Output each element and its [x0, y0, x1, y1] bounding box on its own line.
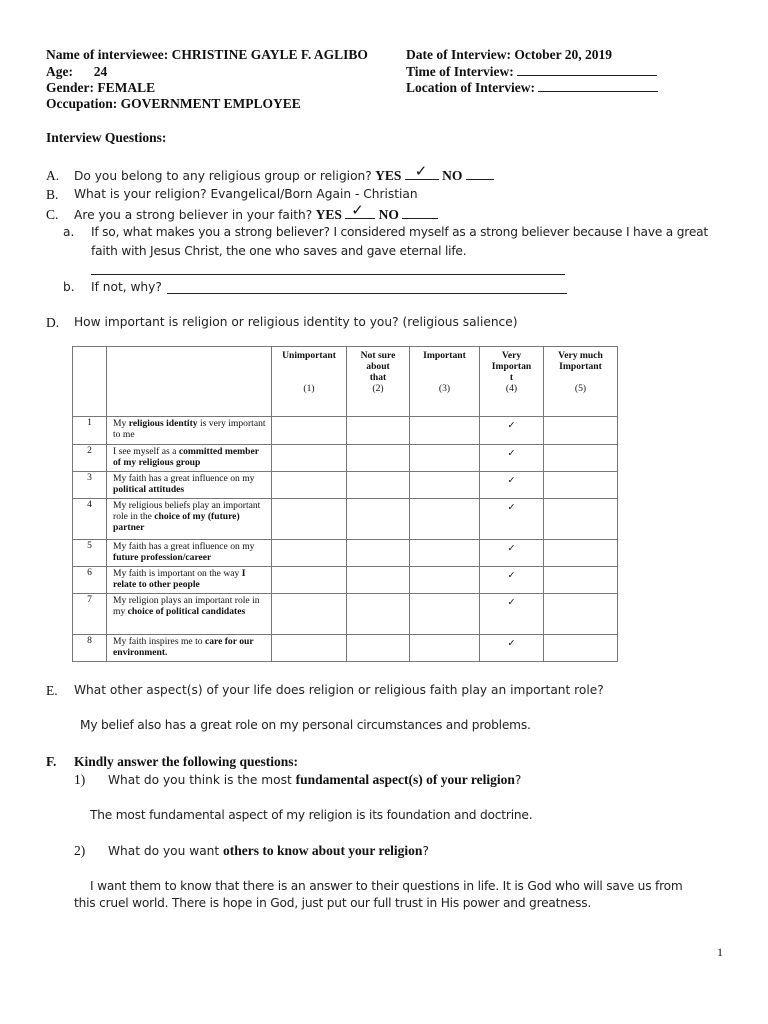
column-label-2: Not sure about that — [360, 350, 396, 383]
question-c-letter: C. — [46, 207, 59, 222]
rating-cell-1[interactable] — [272, 499, 347, 540]
question-f1-num: 1) — [74, 772, 86, 787]
check-mark: ✓ — [507, 570, 516, 581]
question-c — [74, 201, 438, 223]
question-d-letter: D. — [46, 315, 60, 330]
age-label: Age: — [46, 64, 73, 79]
column-label-5: Very much Important — [558, 350, 603, 372]
check-mark: ✓ — [507, 475, 516, 486]
question-d-text: How important is religion or religious identity to you? (religious salience) — [74, 315, 518, 329]
question-c-a-line2: faith with Jesus Christ, the one who saves and gave eternal life. — [91, 244, 467, 258]
rating-cell-4[interactable] — [480, 445, 544, 472]
rating-cell-2[interactable] — [347, 594, 410, 635]
statement-text-end: is very important to me — [113, 418, 266, 440]
rating-cell-3[interactable] — [410, 445, 480, 472]
name-label: Name of interviewee: — [46, 47, 169, 62]
check-mark: ✓ — [507, 543, 516, 554]
question-c-b-text: If not, why? — [91, 280, 162, 294]
question-c-b-letter: b. — [63, 280, 75, 294]
time-line — [406, 64, 657, 80]
column-header-2 — [347, 347, 410, 417]
question-c-yes-blank — [345, 201, 375, 219]
statement-emphasis: choice of political candidates — [127, 606, 246, 617]
question-f1-post: ? — [514, 773, 522, 787]
table-row — [73, 635, 618, 662]
rating-cell-3[interactable] — [410, 472, 480, 499]
column-header-3 — [410, 347, 480, 417]
time-blank — [517, 64, 657, 76]
column-label-4: Very Importan t — [491, 350, 532, 383]
statement-text: My — [113, 418, 129, 429]
statement-emphasis: committed member of my religious group — [113, 446, 259, 468]
question-f2-pre: What do you want — [108, 844, 224, 858]
rating-cell-5[interactable] — [544, 472, 618, 499]
row-number: 7 — [73, 594, 107, 635]
table-row — [73, 417, 618, 445]
question-f2-post: ? — [422, 844, 429, 858]
gender-label: Gender: — [46, 80, 94, 95]
table-row — [73, 499, 618, 540]
location-blank — [538, 80, 658, 92]
question-b-text: What is your religion? Evangelical/Born Again - Christian — [74, 187, 418, 201]
column-num-2: (2) — [372, 383, 384, 394]
check-mark: ✓ — [507, 597, 516, 608]
occupation-line — [46, 96, 301, 112]
statement-emphasis: future profession/career — [113, 552, 212, 563]
question-f1-answer: The most fundamental aspect of my religion is its foundation and doctrine. — [90, 808, 533, 822]
column-num-4: (4) — [505, 383, 518, 394]
rating-cell-4[interactable] — [480, 540, 544, 567]
row-number: 5 — [73, 540, 107, 567]
rating-cell-5[interactable] — [544, 417, 618, 445]
row-number: 3 — [73, 472, 107, 499]
rating-cell-2[interactable] — [347, 472, 410, 499]
question-b-letter: B. — [46, 187, 59, 202]
gender-line — [46, 80, 155, 96]
time-label: Time of Interview: — [406, 64, 514, 79]
table-row — [73, 472, 618, 499]
rating-cell-2[interactable] — [347, 635, 410, 662]
table-row — [73, 540, 618, 567]
rating-cell-2[interactable] — [347, 499, 410, 540]
check-mark: ✓ — [507, 420, 516, 431]
question-a-text: Do you belong to any religious group or religion? — [74, 169, 372, 183]
question-c-a-answer-line — [91, 274, 565, 275]
rating-cell-5[interactable] — [544, 567, 618, 594]
question-a-check-mark: ✓ — [414, 162, 428, 180]
header-cell-empty — [73, 347, 107, 417]
check-mark: ✓ — [507, 502, 516, 513]
rating-cell-3[interactable] — [410, 594, 480, 635]
question-a-letter: A. — [46, 168, 60, 183]
statement-text: I see myself as a — [113, 446, 179, 457]
rating-cell-1[interactable] — [272, 472, 347, 499]
question-f1-pre: What do you think is the most — [108, 773, 296, 787]
row-number: 4 — [73, 499, 107, 540]
question-c-yes: YES — [315, 207, 342, 222]
interviewee-name-line — [46, 47, 368, 63]
question-f2-bold: others to know about your religion — [223, 843, 423, 858]
question-c-no-blank — [402, 207, 438, 219]
row-number: 1 — [73, 417, 107, 445]
row-statement — [107, 635, 272, 662]
rating-cell-4[interactable] — [480, 417, 544, 445]
question-f1 — [108, 772, 521, 788]
question-c-check-mark: ✓ — [351, 201, 364, 219]
question-e-text: What other aspect(s) of your life does religion or religious faith play an important role? — [74, 683, 604, 697]
location-label: Location of Interview: — [406, 80, 535, 95]
rating-cell-2[interactable] — [347, 417, 410, 445]
occupation-label: Occupation: — [46, 96, 118, 111]
question-c-no: NO — [378, 207, 399, 222]
date-line — [406, 47, 612, 63]
row-number: 6 — [73, 567, 107, 594]
header-cell-empty — [107, 347, 272, 417]
row-statement — [107, 417, 272, 445]
table-row — [73, 445, 618, 472]
rating-cell-1[interactable] — [272, 635, 347, 662]
column-label-3: Important — [423, 350, 466, 361]
rating-cell-4[interactable] — [480, 635, 544, 662]
rating-cell-5[interactable] — [544, 635, 618, 662]
statement-emphasis: I relate to other people — [113, 568, 246, 590]
row-number: 2 — [73, 445, 107, 472]
question-a-yes-blank — [405, 162, 439, 180]
row-statement — [107, 499, 272, 540]
question-a-no: NO — [442, 168, 463, 183]
questions-heading: Interview Questions: — [46, 130, 167, 145]
rating-cell-5[interactable] — [544, 445, 618, 472]
column-header-1 — [272, 347, 347, 417]
table-header-row — [73, 347, 618, 417]
column-num-1: (1) — [303, 383, 315, 394]
rating-cell-4[interactable] — [480, 499, 544, 540]
row-statement — [107, 472, 272, 499]
question-c-b-answer-line — [167, 293, 567, 294]
rating-cell-5[interactable] — [544, 499, 618, 540]
statement-emphasis: choice of my (future) partner — [113, 511, 240, 533]
question-f2-answer-line2: this cruel world. There is hope in God, just put our full trust in His power and greatness. — [74, 896, 592, 910]
question-e-answer: My belief also has a great role on my personal circumstances and problems. — [80, 718, 531, 732]
rating-cell-4[interactable] — [480, 472, 544, 499]
rating-cell-1[interactable] — [272, 540, 347, 567]
question-f-letter: F. — [46, 754, 57, 769]
row-statement — [107, 567, 272, 594]
statement-text: My faith has a great influence on my — [113, 541, 255, 552]
statement-text: My faith is important on the way — [113, 568, 242, 579]
table-body — [73, 417, 618, 662]
check-mark: ✓ — [507, 638, 516, 649]
rating-cell-3[interactable] — [410, 567, 480, 594]
question-f2 — [108, 843, 429, 859]
rating-cell-1[interactable] — [272, 594, 347, 635]
question-f1-bold: fundamental aspect(s) of your religion — [295, 772, 515, 787]
occupation-value: GOVERNMENT EMPLOYEE — [120, 96, 301, 111]
question-a-no-blank — [466, 168, 494, 180]
question-f2-answer-line1: I want them to know that there is an answer to their questions in life. It is God who will save us from — [90, 879, 683, 893]
question-a — [74, 162, 494, 184]
rating-cell-5[interactable] — [544, 540, 618, 567]
question-c-a-line1: If so, what makes you a strong believer? I considered myself as a strong believer because I have a great — [91, 225, 708, 239]
rating-cell-1[interactable] — [272, 567, 347, 594]
question-f-text: Kindly answer the following questions: — [74, 754, 299, 769]
statement-text: My faith has a great influence on my — [113, 473, 255, 484]
statement-text: My religious beliefs play an important role in the — [113, 500, 261, 522]
check-mark: ✓ — [507, 448, 516, 459]
rating-cell-2[interactable] — [347, 445, 410, 472]
rating-cell-3[interactable] — [410, 635, 480, 662]
rating-cell-3[interactable] — [410, 417, 480, 445]
column-header-4 — [480, 347, 544, 417]
rating-cell-4[interactable] — [480, 567, 544, 594]
question-f2-num: 2) — [74, 843, 86, 858]
statement-text: My religion plays an important role in my — [113, 595, 260, 617]
column-num-3: (3) — [438, 383, 451, 394]
date-label: Date of Interview: — [406, 47, 511, 62]
statement-emphasis: care for our environment. — [113, 636, 254, 658]
name-value: CHRISTINE GAYLE F. AGLIBO — [171, 47, 368, 62]
age-value: 24 — [93, 64, 108, 79]
rating-cell-1[interactable] — [272, 417, 347, 445]
question-a-yes: YES — [375, 168, 402, 183]
column-label-1: Unimportant — [282, 350, 336, 361]
statement-emphasis: political attitudes — [113, 484, 185, 495]
location-line — [406, 80, 658, 96]
rating-cell-2[interactable] — [347, 567, 410, 594]
date-value: October 20, 2019 — [514, 47, 612, 62]
column-num-5: (5) — [574, 383, 587, 394]
rating-cell-4[interactable] — [480, 594, 544, 635]
rating-cell-3[interactable] — [410, 540, 480, 567]
age-line — [46, 64, 107, 80]
row-statement — [107, 445, 272, 472]
column-header-5 — [544, 347, 618, 417]
rating-cell-3[interactable] — [410, 499, 480, 540]
religious-salience-table — [72, 346, 618, 662]
rating-cell-1[interactable] — [272, 445, 347, 472]
table-row — [73, 567, 618, 594]
rating-cell-5[interactable] — [544, 594, 618, 635]
gender-value: FEMALE — [97, 80, 156, 95]
row-number: 8 — [73, 635, 107, 662]
row-statement — [107, 594, 272, 635]
rating-cell-2[interactable] — [347, 540, 410, 567]
statement-emphasis: religious identity — [128, 418, 198, 429]
table-row — [73, 594, 618, 635]
row-statement — [107, 540, 272, 567]
page-number: 1 — [717, 945, 723, 959]
question-c-a-letter: a. — [63, 225, 75, 239]
statement-text: My faith inspires me to — [113, 636, 205, 647]
question-e-letter: E. — [46, 683, 58, 698]
question-c-text: Are you a strong believer in your faith? — [74, 208, 313, 222]
